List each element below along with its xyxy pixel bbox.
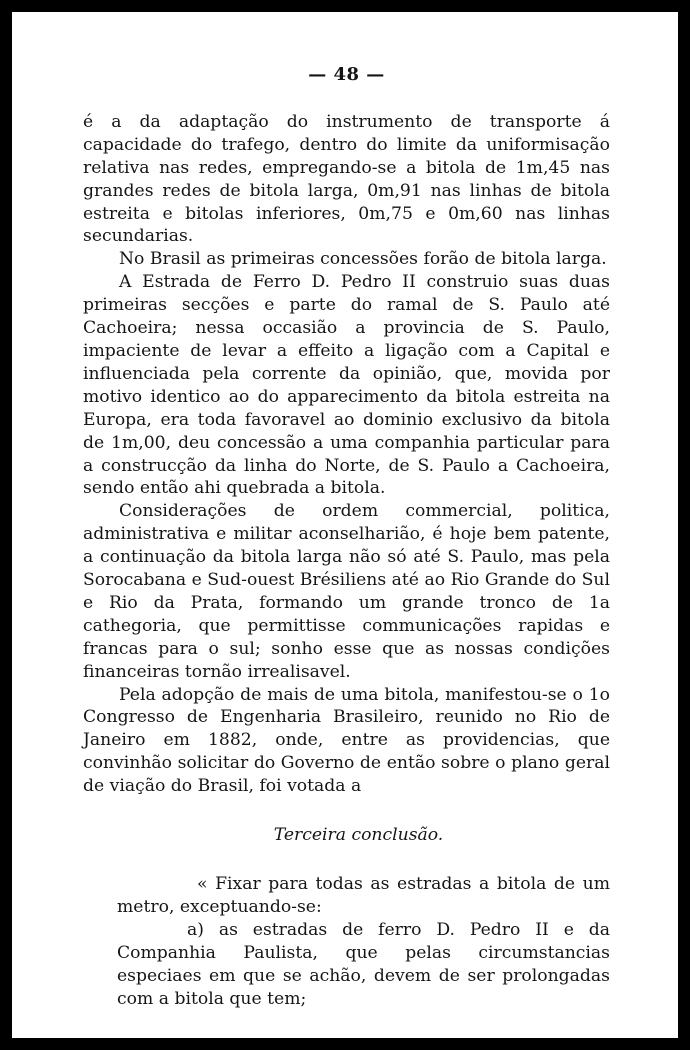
quoted-resolution [83, 873, 610, 1010]
paragraph-continuation: é a da adaptação do instrumento de transporte á capacidade do trafego, dentro do limite da uniformisação relativa nas redes, empregando-se a bitola de 1m,45 nas grandes redes de bitola larga, 0m,91 nas linhas de bitola estreita e bitolas inferiores, 0m,75 e 0m,60 nas linhas secundarias. [83, 111, 610, 247]
paragraph-estrada-pedro-ii: A Estrada de Ferro D. Pedro II construio suas duas primeiras secções e parte do ramal de S. Paulo até Cachoeira; nessa occasião a provincia de S. Paulo, impaciente de levar a effeito a ligação com a Capital e influenciada pela corrente da opinião, que, movida por motivo identico ao do apparecimento da bitola estreita na Europa, era toda favoravel ao dominio exclusivo da bitola de 1m,00, deu concessão a uma companhia particular para a construcção da linha do Norte, de S. Paulo a Cachoeira, sendo então ahi quebrada a bitola. [83, 272, 610, 499]
book-page [12, 12, 678, 1038]
paragraph-congresso: Pela adopção de mais de uma bitola, manifestou-se o 1o Congresso de Engenharia Brasileiro, reunido no Rio de Janeiro em 1882, onde, entre as providencias, que convinhão solicitar do Governo de então sobre o plano geral de viação do Brasil, foi votada a [83, 684, 610, 797]
paragraph-consideracoes: Considerações de ordem commercial, politica, administrativa e militar aconselharião, é hoje bem patente, a continuação da bitola larga não só até S. Paulo, mas pela Sorocabana e Sud-ouest Brésiliens até ao Rio Grande do Sul e Rio da Prata, formando um grande tronco de 1a cathegoria, que permittisse communicações rapidas e francas para o sul; sonho esse que as nossas condições financeiras tornão irrealisavel. [83, 501, 610, 682]
paragraph-brasil-concessoes: No Brasil as primeiras concessões forão de bitola larga. [119, 249, 607, 270]
quote-intro: « Fixar para todas as estradas a bitola de um metro, exceptuando-se: [117, 874, 610, 917]
quote-item-a: a) as estradas de ferro D. Pedro II e da Companhia Paulista, que pelas circumstancias especiaes em que se achão, devem de ser prolongadas com a bitola que tem; [117, 919, 610, 1009]
page-content [83, 64, 610, 1010]
page-number: — 48 — [308, 64, 385, 85]
section-heading: Terceira conclusão. [273, 825, 444, 846]
